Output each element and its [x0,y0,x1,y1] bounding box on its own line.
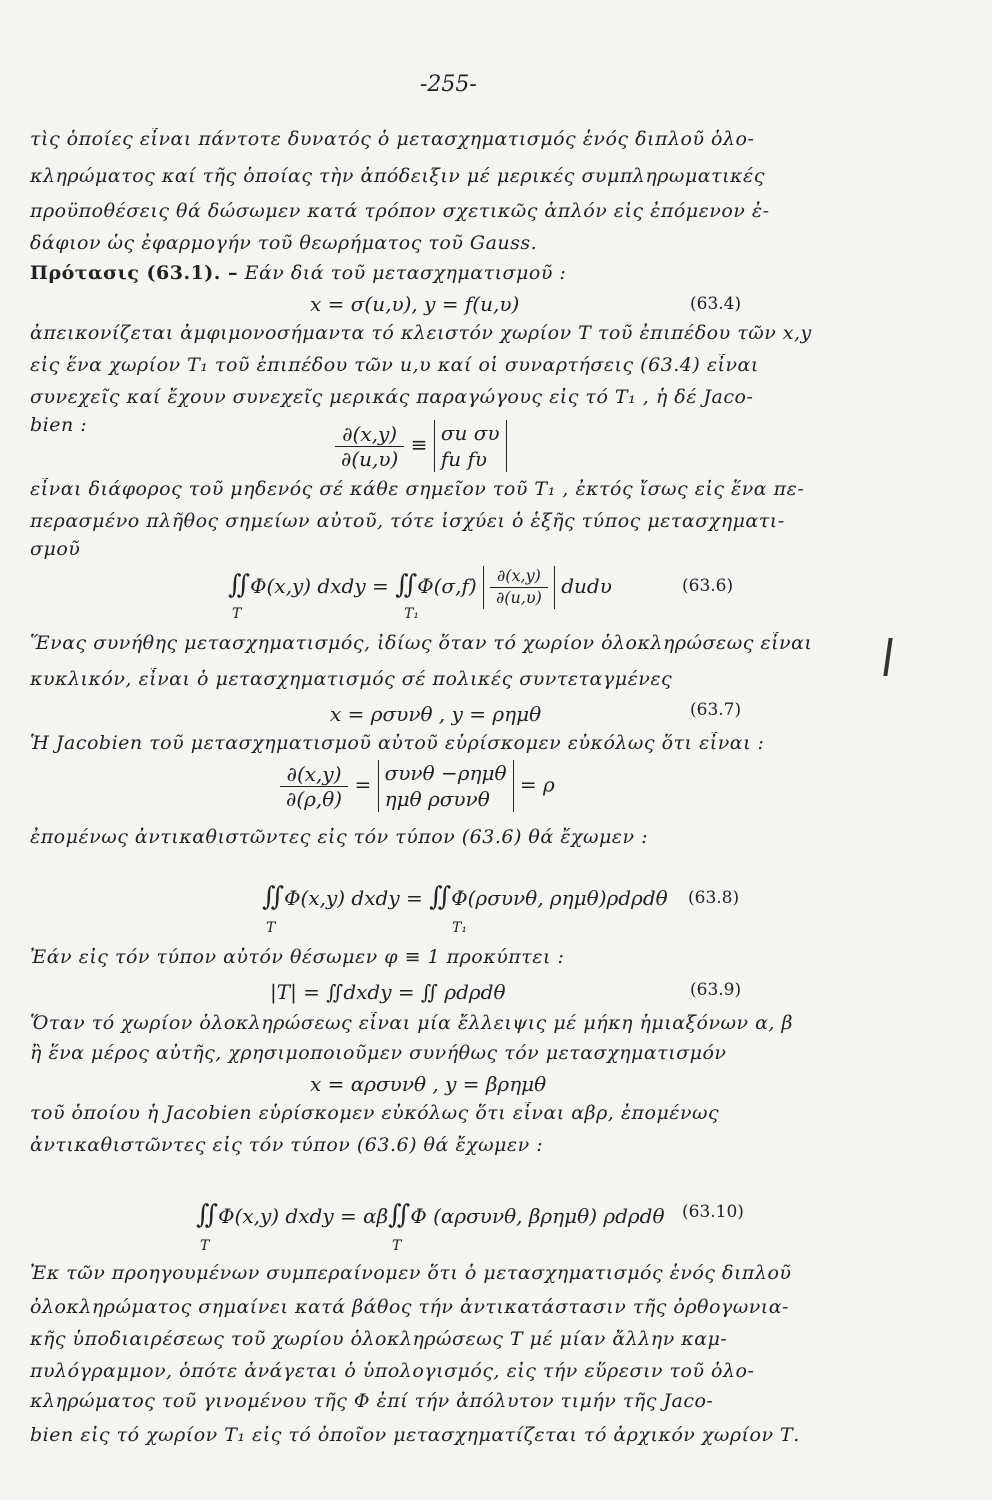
text-line: ἀπεικονίζεται ἀμφιμονοσήμαντα τό κλειστόν χωρίον Τ τοῦ ἐπιπέδου τῶν x,y [30,322,812,344]
equation-number: (63.9) [690,980,742,1000]
equation-number: (63.4) [690,294,742,314]
jacobian-definition: $\frac{\partial(x,y)}{\partial(u,\upsilon)}$ ≡ σu συ fu fυ [335,420,507,472]
ellipse-transformation: x = αρσυνθ , y = βρημθ [310,1072,547,1096]
text-line: Ἕνας συνήθης μετασχηματισμός, ἰδίως ὅταν τό χωρίον ὁλοκληρώσεως εἶναι [30,632,813,654]
integral-domain: T [200,1238,210,1254]
equation-number: (63.8) [688,888,740,908]
equation-63-7: x = ρσυνθ , y = ρημθ [330,702,542,726]
integral-domain: T₁ [452,920,467,936]
text-line: εἶναι διάφορος τοῦ μηδενός σέ κάθε σημεῖον τοῦ Τ₁ , ἐκτός ἴσως εἰς ἕνα πε- [30,478,805,500]
text-line: πυλόγραμμον, ὁπότε ἀνάγεται ὁ ὑπολογισμός, εἰς τήν εὕρεσιν τοῦ ὁλο- [30,1360,755,1382]
jacobian-determinant: σu συ fu fυ [434,420,507,472]
text-line: bien εἰς τό χωρίον Τ₁ εἰς τό ὁποῖον μετασχηματίζεται τό ἀρχικόν χωρίον Τ. [30,1424,800,1446]
text-line: σμοῦ [30,538,81,560]
text-line: Ἡ Jacobien τοῦ μετασχηματισμοῦ αὐτοῦ εὑρίσκομεν εὐκόλως ὅτι εἶναι : [30,732,765,754]
text-line: κληρώματος καί τῆς ὁποίας τὴν ἀπόδειξιν μέ μερικές συμπληρωματικές [30,165,765,187]
equation-number: (63.7) [690,700,742,720]
text-line: εἰς ἕνα χωρίον Τ₁ τοῦ ἐπιπέδου τῶν u,υ καί οἱ συναρτήσεις (63.4) εἶναι [30,354,759,376]
text-line: Ὅταν τό χωρίον ὁλοκληρώσεως εἶναι μία ἔλλειψις μέ μήκη ἡμιαξόνων α, β [30,1012,793,1034]
equation-63-8: ∬Φ(x,y) dxdy = ∬Φ(ρσυνθ, ρημθ)ρdρdθ [262,882,668,912]
text-line: κῆς ὑποδιαιρέσεως τοῦ χωρίου ὁλοκληρώσεως Τ μέ μίαν ἄλλην καμ- [30,1328,728,1350]
text-line: ἢ ἕνα μέρος αὐτῆς, χρησιμοποιοῦμεν συνήθως τόν μετασχηματισμόν [30,1042,727,1064]
proposition-text: Εάν διά τοῦ μετασχηματισμοῦ : [244,262,567,284]
integral-domain: T₁ [404,606,419,622]
polar-jacobian: $\frac{\partial(x,y)}{\partial(\rho,\theta)}$ = συνθ −ρημθ ημθ ρσυνθ = ρ [280,760,555,812]
equation-number: (63.10) [682,1202,744,1222]
text-line: δάφιον ὡς ἐφαρμογήν τοῦ θεωρήματος τοῦ Gauss. [30,232,538,254]
text-line: κυκλικόν, εἶναι ὁ μετασχηματισμός σέ πολικές συντεταγμένες [30,668,673,690]
text-line: περασμένο πλῆθος σημείων αὐτοῦ, τότε ἰσχύει ὁ ἑξῆς τύπος μετασχηματι- [30,510,785,532]
text-line: κληρώματος τοῦ γινομένου τῆς Φ ἐπί τήν ἀπόλυτον τιμήν τῆς Jaco- [30,1390,714,1412]
equation-63-10: ∬Φ(x,y) dxdy = αβ∬Φ (αρσυνθ, βρημθ) ρdρdθ [196,1200,665,1230]
proposition-title: Πρότασις (63.1). – [30,262,239,284]
equation-63-4: x = σ(u,υ), y = f(u,υ) [310,292,520,316]
text-line: προϋποθέσεις θά δώσωμεν κατά τρόπον σχετικῶς ἁπλόν εἰς ἐπόμενον ἐ- [30,200,770,222]
jacobian-fraction: $\frac{\partial(x,y)}{\partial(u,\upsilon)}$ [335,422,404,471]
proposition-line [30,262,952,284]
text-line: bien : [30,414,88,436]
text-line: ὁλοκληρώματος σημαίνει κατά βάθος τήν ἀντικατάστασιν τῆς ὀρθογωνια- [30,1296,789,1318]
jacobian-abs: ∂(x,y) ∂(u,υ) [483,566,555,609]
text-line: ἀντικαθιστῶντες εἰς τόν τύπον (63.6) θά ἔχωμεν : [30,1134,544,1156]
text-line: τοῦ ὁποίου ἡ Jacobien εὑρίσκομεν εὐκόλως ὅτι εἶναι αβρ, ἐπομένως [30,1102,720,1124]
text-line: τὶς ὁποίες εἶναι πάντοτε δυνατός ὁ μετασχηματισμός ἑνός διπλοῦ ὁλο- [30,128,755,150]
integral-domain: T [232,606,242,622]
integral-domain: T [266,920,276,936]
text-line: συνεχεῖς καί ἔχουν συνεχεῖς μερικάς παραγώγους εἰς τό Τ₁ , ἡ δέ Jaco- [30,386,754,408]
equation-63-9: |T| = ∬dxdy = ∬ ρdρdθ [270,980,506,1004]
page-number: -255- [420,72,477,97]
text-line: Ἐάν εἰς τόν τύπον αὐτόν θέσωμεν φ ≡ 1 προκύπτει : [30,946,565,968]
equation-number: (63.6) [682,576,734,596]
equation-63-6: ∬Φ(x,y) dxdy = ∬Φ(σ,f) ∂(x,y) ∂(u,υ) dudυ [228,566,612,607]
integral-domain: T [392,1238,402,1254]
text-line: Ἐκ τῶν προηγουμένων συμπεραίνομεν ὅτι ὁ μετασχηματισμός ἑνός διπλοῦ [30,1262,792,1284]
text-line: ἐπομένως ἀντικαθιστῶντες εἰς τόν τύπον (63.6) θά ἔχωμεν : [30,826,648,848]
